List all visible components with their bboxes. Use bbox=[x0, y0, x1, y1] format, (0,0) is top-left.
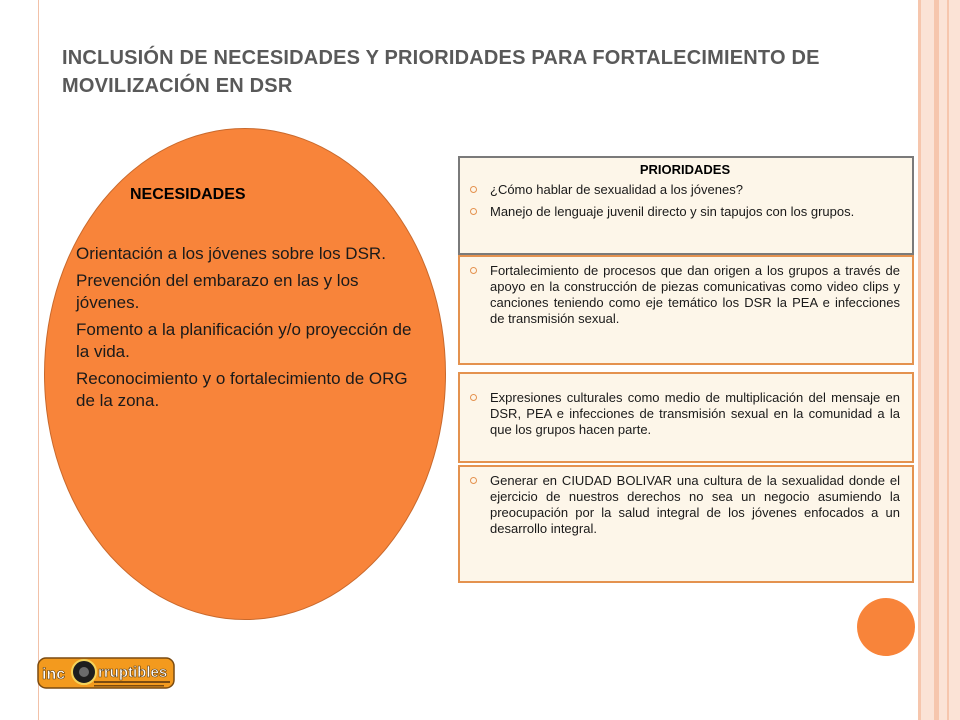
bullet-icon bbox=[470, 267, 477, 274]
priority-item: Fortalecimiento de procesos que dan origen a los grupos a través de apoyo en la construcción de piezas comunicativas como video clips y canciones teniendo como eje temático los DSR la PEA e infecciones de transmisión sexual. bbox=[470, 263, 900, 327]
slide-title: INCLUSIÓN DE NECESIDADES Y PRIORIDADES PARA FORTALECIMIENTO DE MOVILIZACIÓN EN DSR bbox=[62, 47, 820, 97]
decorative-orange-dot bbox=[857, 598, 915, 656]
logo-text-right: rruptibles bbox=[98, 664, 168, 681]
priority-item: ¿Cómo hablar de sexualidad a los jóvenes? bbox=[470, 182, 900, 198]
bullet-icon bbox=[470, 186, 477, 193]
right-decorative-band bbox=[918, 0, 960, 720]
priorities-heading: PRIORIDADES bbox=[639, 162, 731, 177]
need-item: Orientación a los jóvenes sobre los DSR. bbox=[76, 244, 386, 263]
needs-heading: NECESIDADES bbox=[130, 186, 246, 203]
need-item: Reconocimiento y o fortalecimiento de ORG de la zona. bbox=[76, 369, 408, 410]
bullet-icon bbox=[470, 208, 477, 215]
priority-item: Manejo de lenguaje juvenil directo y sin tapujos con los grupos. bbox=[470, 204, 900, 220]
logo-text-left: inc bbox=[42, 666, 66, 683]
bullet-icon bbox=[470, 477, 477, 484]
need-item: Prevención del embarazo en las y los jóvenes. bbox=[76, 271, 359, 312]
needs-list bbox=[76, 243, 421, 417]
bullet-icon bbox=[470, 394, 477, 401]
priority-item: Generar en CIUDAD BOLIVAR una cultura de la sexualidad donde el ejercicio de nuestros derechos no sea un negocio asumiendo la preocupación por la salud integral de los jóvenes enfocados a un desarrollo integral. bbox=[470, 473, 900, 537]
priorities-box-3 bbox=[458, 372, 914, 463]
priorities-box-2 bbox=[458, 255, 914, 365]
priorities-box-1 bbox=[458, 156, 914, 255]
priorities-box-4 bbox=[458, 465, 914, 583]
left-border-line bbox=[38, 0, 39, 720]
priority-item: Expresiones culturales como medio de multiplicación del mensaje en DSR, PEA e infecciones de transmisión sexual en la comunidad a la que los grupos hacen parte. bbox=[470, 390, 900, 438]
need-item: Fomento a la planificación y/o proyección de la vida. bbox=[76, 320, 412, 361]
incorruptibles-logo-icon bbox=[36, 650, 176, 698]
